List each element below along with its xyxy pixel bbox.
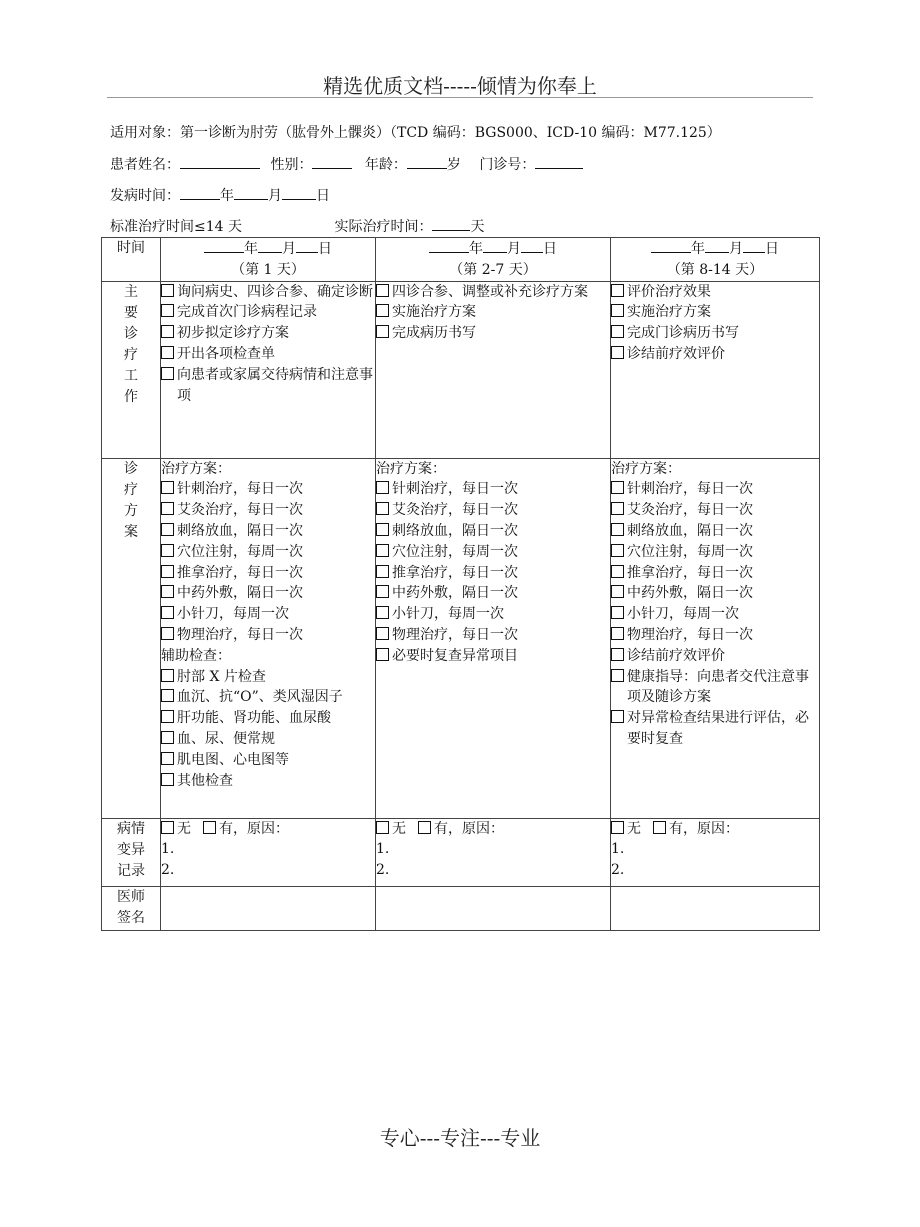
plan-label-char: 案 <box>124 523 138 540</box>
clinic-no-label: 门诊号： <box>479 157 536 173</box>
item-label: 物理治疗，每日一次 <box>392 626 518 643</box>
checklist-item <box>376 500 610 521</box>
onset-month-unit: 月 <box>268 188 282 204</box>
plan-day2-7 <box>376 458 611 818</box>
day1-month-unit: 月 <box>282 241 296 257</box>
checkbox[interactable] <box>161 627 174 640</box>
main-work-label-char: 疗 <box>124 346 138 363</box>
signature-label <box>102 886 161 930</box>
main-work-label-char: 要 <box>124 304 138 321</box>
item-label: 穴位注射，每周一次 <box>392 543 518 560</box>
checkbox[interactable] <box>376 481 389 494</box>
checklist-item <box>161 521 375 542</box>
checkbox[interactable] <box>611 648 624 661</box>
item-label: 询问病史、四诊合参、确定诊断 <box>177 283 373 300</box>
variance-none-label: 无 <box>627 820 641 837</box>
time-row <box>102 238 820 282</box>
signature-day8-14[interactable] <box>611 886 820 930</box>
day1-day-field[interactable] <box>296 238 318 253</box>
checkbox[interactable] <box>161 325 174 338</box>
item-label: 针刺治疗，每日一次 <box>177 481 303 498</box>
day2-7-day-field[interactable] <box>521 238 543 253</box>
checklist-item <box>161 282 375 303</box>
gender-field[interactable] <box>312 154 352 169</box>
checklist-item <box>161 542 375 563</box>
item-label: 实施治疗方案 <box>392 304 476 321</box>
applicable-object: 适用对象：第一诊断为肘劳（肱骨外上髁炎）（TCD 编码：BGS000、ICD-10 编码：M77.125） <box>110 125 721 141</box>
day8-14-period: （第 8-14 天） <box>666 261 764 278</box>
item-label: 刺络放血，隔日一次 <box>177 522 303 539</box>
variance-row <box>102 818 820 886</box>
checklist-item <box>611 646 819 667</box>
item-label: 中药外敷，隔日一次 <box>627 585 753 602</box>
day2-7-period: （第 2-7 天） <box>449 261 537 278</box>
checklist-item <box>611 542 819 563</box>
checklist-item <box>376 521 610 542</box>
checkbox[interactable] <box>611 325 624 338</box>
checklist-item <box>611 344 819 365</box>
gender-label: 性别： <box>270 157 313 173</box>
checkbox[interactable] <box>611 284 624 297</box>
variance-none-checkbox[interactable] <box>161 821 174 834</box>
plan-label-char: 诊 <box>124 460 138 477</box>
item-label: 推拿治疗，每日一次 <box>627 564 753 581</box>
item-label: 小针刀，每周一次 <box>392 606 504 623</box>
checklist-item <box>161 500 375 521</box>
day1-period: （第 1 天） <box>231 261 305 278</box>
item-label: 小针刀，每周一次 <box>627 606 739 623</box>
checkbox[interactable] <box>161 710 174 723</box>
checkbox[interactable] <box>161 606 174 619</box>
plan-day1 <box>161 458 376 818</box>
item-label: 向患者或家属交待病情和注意事项 <box>177 366 373 404</box>
variance-yes-label: 有，原因： <box>669 820 739 837</box>
patient-name-label: 患者姓名： <box>110 157 180 173</box>
item-label: 针刺治疗，每日一次 <box>627 481 753 498</box>
checklist-item <box>376 302 610 323</box>
variance-yes-checkbox[interactable] <box>653 821 666 834</box>
onset-day-field[interactable] <box>282 185 316 200</box>
checklist-item <box>376 323 610 344</box>
treatment-time-line <box>110 216 484 237</box>
item-label: 肌电图、心电图等 <box>177 751 289 768</box>
checklist-item <box>611 302 819 323</box>
checklist-item <box>376 542 610 563</box>
variance-line-2[interactable]: 2. <box>611 862 625 879</box>
item-label: 评价治疗效果 <box>627 283 711 300</box>
item-label: 刺络放血，隔日一次 <box>627 522 753 539</box>
item-label: 血沉、抗“O”、类风湿因子 <box>177 689 343 706</box>
checklist-item <box>611 604 819 625</box>
signature-day2-7[interactable] <box>376 886 611 930</box>
checklist-item <box>611 479 819 500</box>
plan-day8-14 <box>611 458 820 818</box>
main-work-day8-14 <box>611 281 820 458</box>
item-label: 针刺治疗，每日一次 <box>392 481 518 498</box>
variance-day1 <box>161 818 376 886</box>
item-label: 健康指导：向患者交代注意事项及随诊方案 <box>627 668 809 706</box>
item-label: 推拿治疗，每日一次 <box>177 564 303 581</box>
actual-time-unit: 天 <box>470 219 485 235</box>
item-label: 穴位注射，每周一次 <box>627 543 753 560</box>
item-label: 中药外敷，隔日一次 <box>177 585 303 602</box>
checklist-item <box>376 625 610 646</box>
checklist-item <box>611 323 819 344</box>
day8-14-month-field[interactable] <box>705 238 729 253</box>
day1-year-field[interactable] <box>204 238 244 253</box>
checkbox[interactable] <box>611 606 624 619</box>
clinical-pathway-table <box>101 237 820 931</box>
checkbox[interactable] <box>161 346 174 359</box>
checkbox[interactable] <box>611 585 624 598</box>
checklist-item <box>611 583 819 604</box>
checkbox[interactable] <box>611 346 624 359</box>
checkbox[interactable] <box>376 627 389 640</box>
day8-14-day-unit: 日 <box>765 241 779 257</box>
signature-label-line: 签名 <box>117 909 145 926</box>
variance-none-checkbox[interactable] <box>611 821 624 834</box>
variance-line-1[interactable]: 1. <box>376 841 390 858</box>
signature-label-line: 医师 <box>117 888 145 905</box>
variance-label-line: 病情 <box>117 820 145 837</box>
day8-14-day-field[interactable] <box>743 238 765 253</box>
main-work-label <box>102 281 161 458</box>
checkbox[interactable] <box>161 544 174 557</box>
main-work-row <box>102 281 820 458</box>
day2-7-day-unit: 日 <box>543 241 557 257</box>
checklist-item <box>376 479 610 500</box>
variance-line-1[interactable]: 1. <box>161 841 175 858</box>
standard-time: 标准治疗时间≤14 天 <box>110 219 242 235</box>
main-work-day2-7 <box>376 281 611 458</box>
day1-year-unit: 年 <box>244 241 258 257</box>
variance-day2-7 <box>376 818 611 886</box>
day2-7-year-field[interactable] <box>429 238 469 253</box>
checkbox[interactable] <box>376 544 389 557</box>
onset-year-field[interactable] <box>180 185 220 200</box>
item-label: 肘部 X 片检查 <box>177 668 266 685</box>
checklist-item <box>376 604 610 625</box>
day1-day-unit: 日 <box>318 241 332 257</box>
checkbox[interactable] <box>376 284 389 297</box>
item-label: 完成门诊病历书写 <box>627 325 739 342</box>
checkbox[interactable] <box>161 773 174 786</box>
checklist-item <box>161 771 375 792</box>
variance-line-2[interactable]: 2. <box>161 862 175 879</box>
main-work-label-char: 诊 <box>124 325 138 342</box>
checkbox[interactable] <box>161 523 174 536</box>
variance-none-label: 无 <box>177 820 191 837</box>
item-label: 初步拟定诊疗方案 <box>177 325 289 342</box>
item-label: 物理治疗，每日一次 <box>627 626 753 643</box>
patient-info-line <box>110 154 583 175</box>
checkbox[interactable] <box>376 585 389 598</box>
checkbox[interactable] <box>376 304 389 317</box>
checklist-item <box>376 583 610 604</box>
checkbox[interactable] <box>161 367 174 380</box>
clinic-no-field[interactable] <box>535 154 583 169</box>
item-label: 艾灸治疗，每日一次 <box>627 502 753 519</box>
item-label: 物理治疗，每日一次 <box>177 626 303 643</box>
checkbox[interactable] <box>376 648 389 661</box>
item-label: 完成病历书写 <box>392 325 476 342</box>
item-label: 开出各项检查单 <box>177 345 275 362</box>
item-label: 完成首次门诊病程记录 <box>177 304 317 321</box>
variance-label-line: 记录 <box>117 862 145 879</box>
checklist-item <box>161 563 375 584</box>
checkbox[interactable] <box>376 606 389 619</box>
checkbox[interactable] <box>161 481 174 494</box>
variance-label <box>102 818 161 886</box>
checklist-item <box>161 667 375 688</box>
checklist-item <box>161 687 375 708</box>
checklist-item <box>611 625 819 646</box>
day8-14-year-unit: 年 <box>691 241 705 257</box>
date-header-day2-7 <box>376 238 611 282</box>
item-label: 中药外敷，隔日一次 <box>392 585 518 602</box>
variance-yes-label: 有，原因： <box>434 820 504 837</box>
checkbox[interactable] <box>376 523 389 536</box>
checklist-item <box>376 646 610 667</box>
item-label: 艾灸治疗，每日一次 <box>177 502 303 519</box>
checklist-item <box>611 500 819 521</box>
checkbox[interactable] <box>611 481 624 494</box>
variance-day8-14 <box>611 818 820 886</box>
item-label: 血、尿、便常规 <box>177 730 275 747</box>
variance-line-1[interactable]: 1. <box>611 841 625 858</box>
checkbox[interactable] <box>376 502 389 515</box>
checkbox[interactable] <box>161 284 174 297</box>
plan-heading: 治疗方案： <box>161 460 231 477</box>
variance-label-line: 变异 <box>117 841 145 858</box>
checklist-item <box>161 729 375 750</box>
checkbox[interactable] <box>161 502 174 515</box>
variance-none-checkbox[interactable] <box>376 821 389 834</box>
checkbox[interactable] <box>611 710 624 723</box>
day1-month-field[interactable] <box>258 238 282 253</box>
signature-day1[interactable] <box>161 886 376 930</box>
age-field[interactable] <box>407 154 447 169</box>
item-label: 四诊合参、调整或补充诊疗方案 <box>392 283 588 300</box>
checklist-item <box>161 479 375 500</box>
checklist-item <box>611 563 819 584</box>
checkbox[interactable] <box>161 304 174 317</box>
plan-heading: 治疗方案： <box>611 460 681 477</box>
checkbox[interactable] <box>611 669 624 682</box>
checklist-item <box>376 563 610 584</box>
checkbox[interactable] <box>161 669 174 682</box>
plan-row <box>102 458 820 818</box>
checkbox[interactable] <box>161 752 174 765</box>
variance-none-label: 无 <box>392 820 406 837</box>
checklist-item <box>161 604 375 625</box>
actual-time-field[interactable] <box>432 216 470 231</box>
plan-heading: 治疗方案： <box>376 460 446 477</box>
variance-yes-label: 有，原因： <box>219 820 289 837</box>
checklist-item <box>611 667 819 709</box>
item-label: 推拿治疗，每日一次 <box>392 564 518 581</box>
checklist-item <box>611 282 819 303</box>
plan-label <box>102 458 161 818</box>
checkbox[interactable] <box>611 523 624 536</box>
date-header-day8-14 <box>611 238 820 282</box>
item-label: 穴位注射，每周一次 <box>177 543 303 560</box>
onset-month-field[interactable] <box>234 185 268 200</box>
checkbox[interactable] <box>161 731 174 744</box>
checklist-item <box>161 302 375 323</box>
checkbox[interactable] <box>611 565 624 578</box>
day2-7-month-unit: 月 <box>507 241 521 257</box>
header-title: 精选优质文档-----倾情为你奉上 <box>323 74 597 98</box>
checkbox[interactable] <box>611 627 624 640</box>
checklist-item <box>161 323 375 344</box>
checkbox[interactable] <box>161 585 174 598</box>
main-work-label-char: 工 <box>124 367 138 384</box>
variance-yes-checkbox[interactable] <box>203 821 216 834</box>
footer-text: 专心---专注---专业 <box>379 1126 541 1150</box>
checklist-item <box>611 708 819 750</box>
onset-year-unit: 年 <box>220 188 234 204</box>
variance-line-2[interactable]: 2. <box>376 862 390 879</box>
checklist-item <box>161 365 375 407</box>
item-label: 肝功能、肾功能、血尿酸 <box>177 710 331 727</box>
item-label: 刺络放血，隔日一次 <box>392 522 518 539</box>
day8-14-month-unit: 月 <box>729 241 743 257</box>
patient-name-field[interactable] <box>180 154 260 169</box>
day2-7-month-field[interactable] <box>483 238 507 253</box>
plan-label-char: 疗 <box>124 481 138 498</box>
checklist-item <box>611 521 819 542</box>
item-label: 实施治疗方案 <box>627 304 711 321</box>
checkbox[interactable] <box>376 565 389 578</box>
signature-row <box>102 886 820 930</box>
onset-day-unit: 日 <box>316 188 330 204</box>
aux-exam-heading: 辅助检查： <box>161 647 231 664</box>
checkbox[interactable] <box>376 325 389 338</box>
main-work-day1 <box>161 281 376 458</box>
onset-label: 发病时间： <box>110 188 180 204</box>
header-divider <box>107 97 813 98</box>
item-label: 诊结前疗效评价 <box>627 647 725 664</box>
checklist-item <box>161 750 375 771</box>
item-label: 其他检查 <box>177 772 233 789</box>
actual-time-label: 实际治疗时间： <box>334 219 433 235</box>
checkbox[interactable] <box>611 544 624 557</box>
checkbox[interactable] <box>161 565 174 578</box>
checkbox[interactable] <box>611 304 624 317</box>
item-label: 必要时复查异常项目 <box>392 647 518 664</box>
date-header-day1 <box>161 238 376 282</box>
checklist-item <box>376 282 610 303</box>
checklist-item <box>161 583 375 604</box>
day2-7-year-unit: 年 <box>469 241 483 257</box>
checklist-item <box>161 625 375 646</box>
time-label: 时间 <box>102 238 161 282</box>
day8-14-year-field[interactable] <box>651 238 691 253</box>
age-label: 年龄： <box>364 157 407 173</box>
main-work-label-char: 主 <box>124 283 138 300</box>
item-label: 艾灸治疗，每日一次 <box>392 502 518 519</box>
checklist-item <box>161 708 375 729</box>
main-work-label-char: 作 <box>124 388 138 405</box>
checkbox[interactable] <box>161 689 174 702</box>
item-label: 诊结前疗效评价 <box>627 345 725 362</box>
plan-label-char: 方 <box>124 502 138 519</box>
onset-line <box>110 185 330 206</box>
item-label: 对异常检查结果进行评估，必要时复查 <box>627 710 809 747</box>
age-unit: 岁 <box>446 157 461 173</box>
item-label: 小针刀，每周一次 <box>177 606 289 623</box>
variance-yes-checkbox[interactable] <box>418 821 431 834</box>
checklist-item <box>161 344 375 365</box>
checkbox[interactable] <box>611 502 624 515</box>
